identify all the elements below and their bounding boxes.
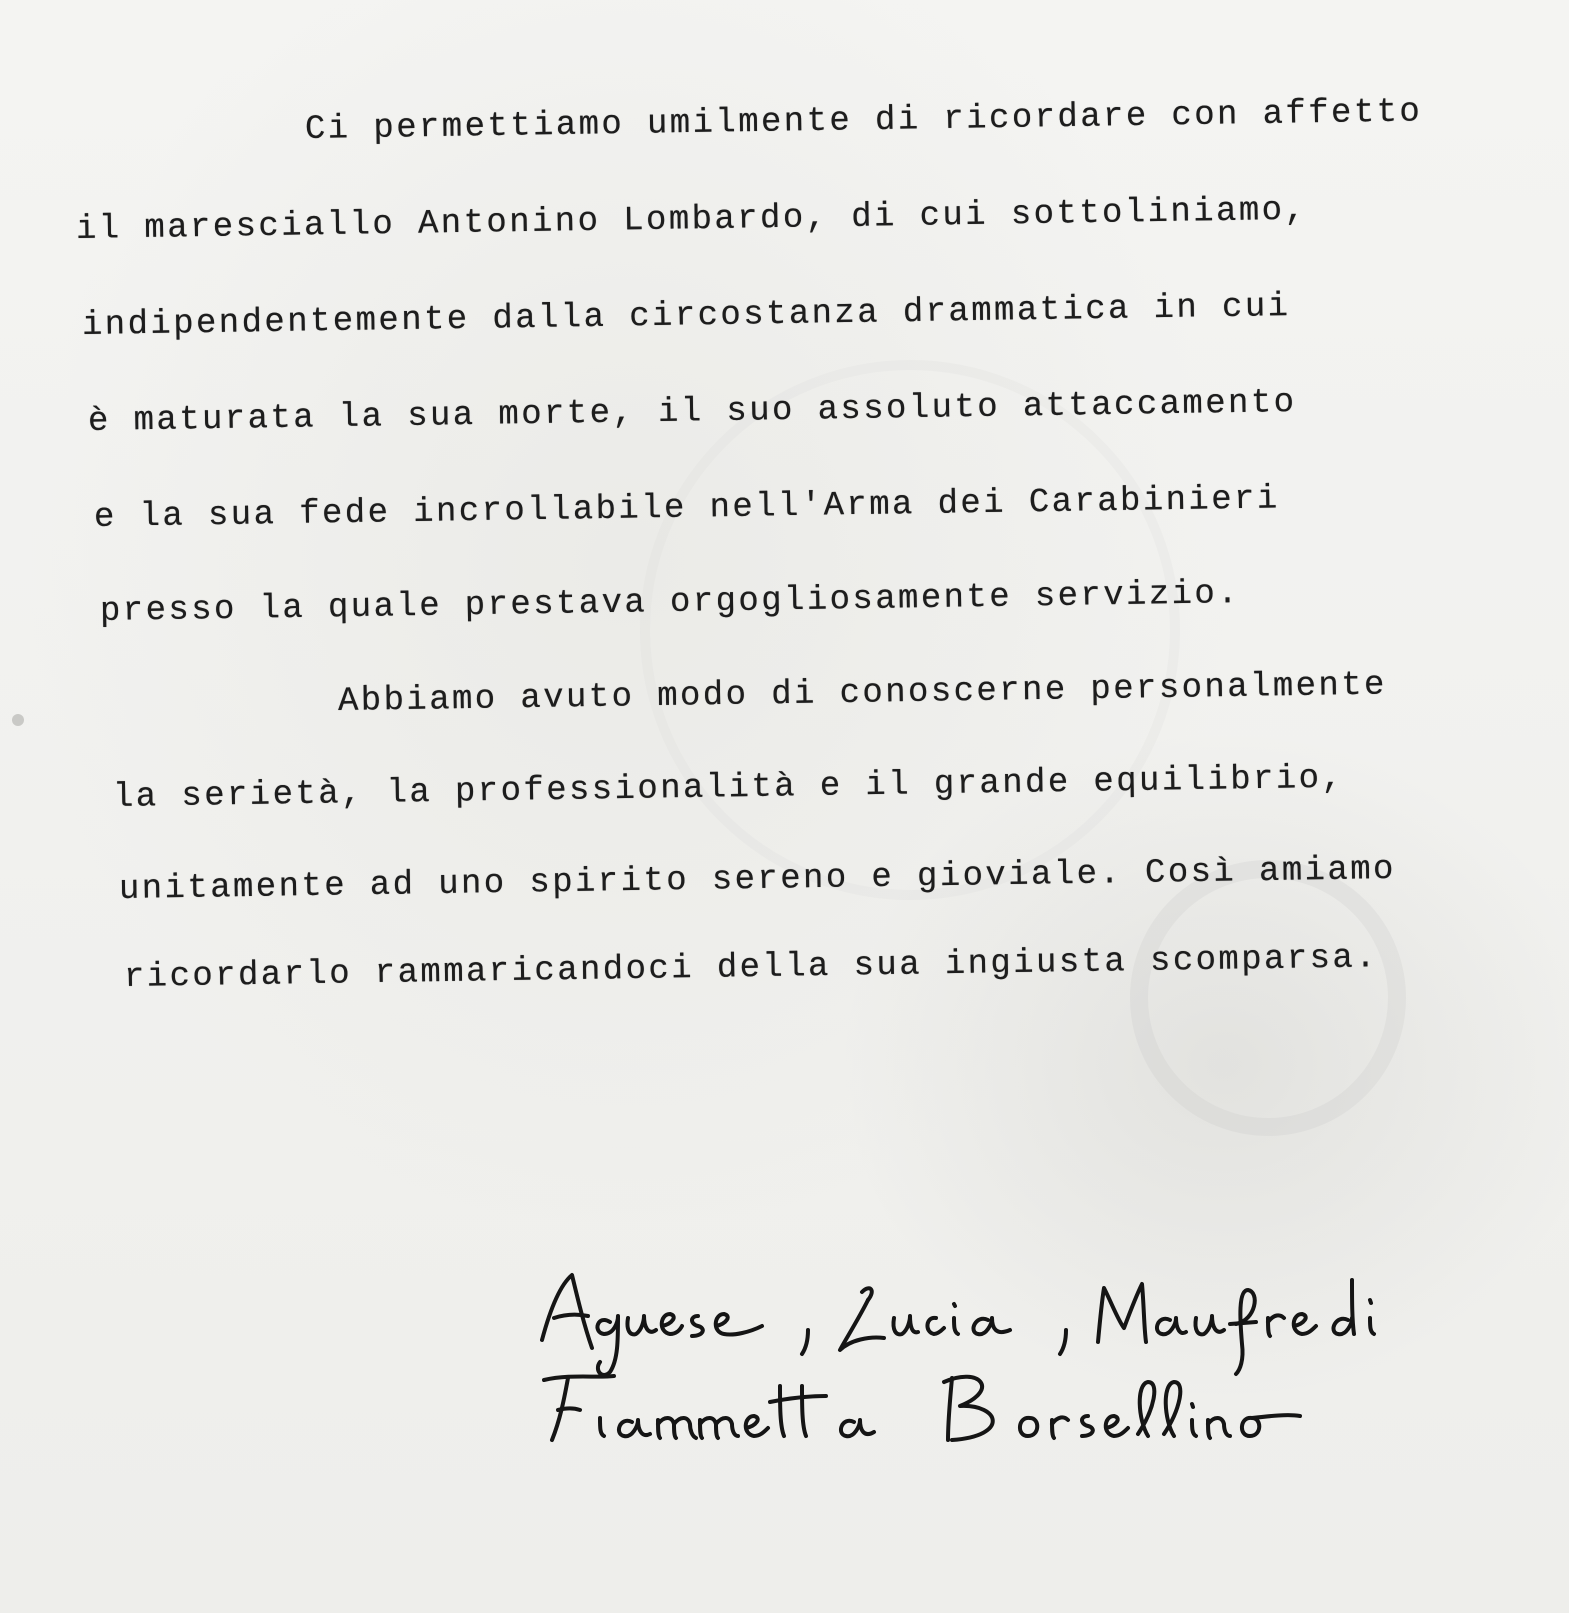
paper-bleed-through [640,360,1180,900]
letter-line: Abbiamo avuto modo di conoscerne personalmente [337,666,1388,721]
punch-hole-mark [12,714,24,726]
letter-line: indipendentemente dalla circostanza drammatica in cui [81,288,1291,345]
handwritten-signature [540,1270,1440,1490]
paper-stain [1130,860,1406,1136]
letter-line: il maresciallo Antonino Lombardo, di cui sottoliniamo, [75,191,1308,249]
signature-drawing [540,1270,1440,1490]
letter-line: Ci permettiamo umilmente di ricordare con affetto [304,93,1423,149]
letter-line: è maturata la sua morte, il suo assoluto attaccamento [87,384,1297,441]
letter-line: unitamente ad uno spirito sereno e gioviale. Così amiamo [118,850,1397,909]
letter-line: presso la quale prestava orgogliosamente servizio. [99,575,1241,631]
signature-line-2 [544,1376,1300,1440]
letter-line: ricordarlo rammaricandoci della sua ingiusta scomparsa. [123,939,1379,997]
signature-line-1 [542,1275,1374,1375]
letter-line: la serietà, la professionalità e il grande equilibrio, [112,759,1345,817]
letter-line: e la sua fede incrollabile nell'Arma dei Carabinieri [93,480,1280,537]
